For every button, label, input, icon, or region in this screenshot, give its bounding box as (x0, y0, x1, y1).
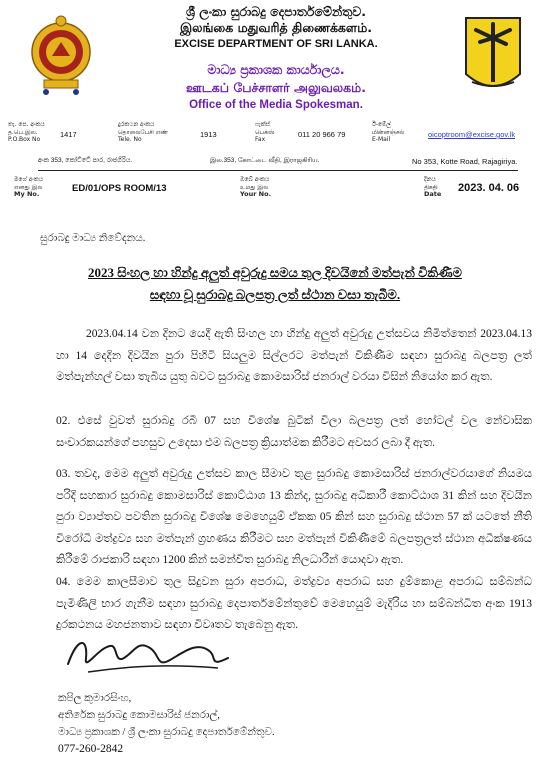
my-no-labels: මගේ අංකය எனது இல My No. (14, 176, 44, 198)
signatory-phone: 077-260-2842 (58, 743, 124, 755)
pobox-value: 1417 (60, 130, 77, 139)
header-divider (38, 170, 518, 171)
signatory-name: කපිල කුමාරසිංහ, (58, 693, 132, 704)
office-title-english: Office of the Media Spokesman. (189, 99, 363, 111)
dept-title-english: EXCISE DEPARTMENT OF SRI LANKA. (174, 38, 378, 50)
date-value: 2023. 04. 06 (458, 182, 520, 194)
pobox-labels: තැ. පෙ. අංකය த.பெ.இல. P.O.Box No (8, 121, 45, 143)
email-labels: ඊ-මේල් மின்னஞ்சல் E-Mail (372, 121, 405, 143)
handwritten-signature (58, 628, 238, 684)
fax-value: 011 20 966 79 (298, 130, 346, 139)
date-labels: දිනය திகதி Date (424, 176, 442, 198)
signatory-title: අතිරේක සුරාබදු කොමසාරිස් ජනරාල්, (58, 710, 221, 721)
paragraph-2: 02. එසේ වුවත් සුරාබදු රබී 07 සහ විශේෂ බුටික් විලා බලපත්‍ර ලත් හෝටල් වල නේවාසික සංචාරකයන්ගේ පහසුව උදෙසා එම බලපත්‍ර ක්‍රියාත්මක කිරීමට අවසර ලබා දී ඇත. (56, 415, 532, 449)
heading-line-1: 2023 සිංහල හා හින්දු අලුත් අවුරුදු සමය තුල දිවයිනේ මත්පැන් විකිණීම (88, 265, 462, 280)
email-link[interactable]: oicoptroom@excise.gov.lk (428, 130, 516, 139)
paragraph-4: 04. මෙම කාලසීමාව තුල සිදුවන සුරා අපරාධ, මත්ද්‍රව්‍ය අපරාධ සහ දුම්කොළ අපරාධ සම්බන්ධ පැමිණිලි භාර ගැනීම සඳහා සුරාබදු දෙපාර්තමේන්තුවේ මෙහෙයුම් මැදිරිය හා සම්බන්ධිත අංක 1913 දුරකථනය මහජනතාව සඳහා විවෘතව තැබෙනු ඇත. (56, 576, 532, 631)
letter-heading (40, 262, 510, 306)
address-tamil: இல.353, கோட்டை வீதி, இராஜகிரிய. (210, 157, 320, 164)
dept-title-tamil: இலங்கை மதுவரித் திணைக்களம். (179, 20, 373, 35)
tel-value: 1913 (200, 130, 217, 139)
my-no-value: ED/01/OPS ROOM/13 (72, 183, 167, 194)
your-no-labels: ඔබේ අංකය உமது இல Your No. (240, 176, 272, 198)
salutation: සුරාබදු මාධ්‍ය නිවේදනය. (40, 233, 146, 244)
paragraph-1: 2023.04.14 වන දිනට යෙදී ඇති සිංහල හා හින්දු අලුත් අවුරුදු උත්සවය නිමිත්තෙන් 2023.04.13 හා 14 දෙදින දිවයින පුරා පිහිටි සියලුම සිල්ලරට මත්පැන් විකිණීම සඳහා සුරාබදු බලපත්‍ර ලත් මත්පැන්හල් වසා තැබිය යුතු බවට සුරාබදු කොමසාරිස් ජනරාල් වරයා විසින් නියෝග කර ඇත. (56, 328, 532, 383)
office-title-sinhala: මාධ්‍ය ප්‍රකාශක කාර්යාලය. (207, 62, 345, 77)
address-sinhala: අංක 353, කෝට්ටේ පාර, රාජගිරිය. (38, 157, 133, 164)
signature-block (58, 690, 275, 758)
address-english: No 353, Kotte Road, Rajagiriya. (412, 157, 518, 166)
office-title-tamil: ஊடகப் பேச்சாளர் அலுவலகம். (186, 80, 366, 95)
fax-labels: ෆැක්ස් பெக்ஸ் Fax (255, 121, 275, 143)
paragraph-3: 03. තවද, මෙම අලුත් අවුරුදු උත්සව කාල සීමාව තුළ සුරාබදු කොමසාරිස් ජනරාල්වරයාගේ නියමය පරිදි සහකාර සුරාබදු කොමසාරිස් කොට්ඨාශ 13 කින්ද, සුරාබදු අධිකාරී කොට්ඨාශ 31 කින් සහ දිවයින පුරා ව්‍යාප්තව පවතින සුරාබදු විශේෂ මෙහෙයුම් ඒකක 05 කින් සහ සුරාබදු ස්ථාන 57 ක් යටතේ නීති විරෝධී මත්ද්‍රව්‍ය සහ මත්පැන් ග්‍රහණය කිරීමට සහ මත්පැන් විකිණීමේ බලපත්‍රලත් ස්ථාන අධීක්ෂණය කිරීමේ රාජකාරි සඳහා 1200 කින් සමන්විත සුරාබදු නිලධාරීන් යොදවා ඇත. (56, 468, 532, 566)
signatory-office: මාධ්‍ය ප්‍රකාශක / ශ්‍රී ලංකා සුරාබදු දෙපාර්තමේන්තුව. (58, 727, 275, 738)
tel-labels: දුරකථන අංකය தொலைபேசி எண் Tele. No (118, 121, 169, 143)
heading-line-2: සඳහා වූ සුරාබදු බලපත්‍ර ලත් ස්ථාන වසා තැබීම. (149, 287, 401, 302)
dept-title-sinhala: ශ්‍රී ලංකා සුරාබදු දෙපාර්තමේන්තුව. (186, 4, 366, 19)
